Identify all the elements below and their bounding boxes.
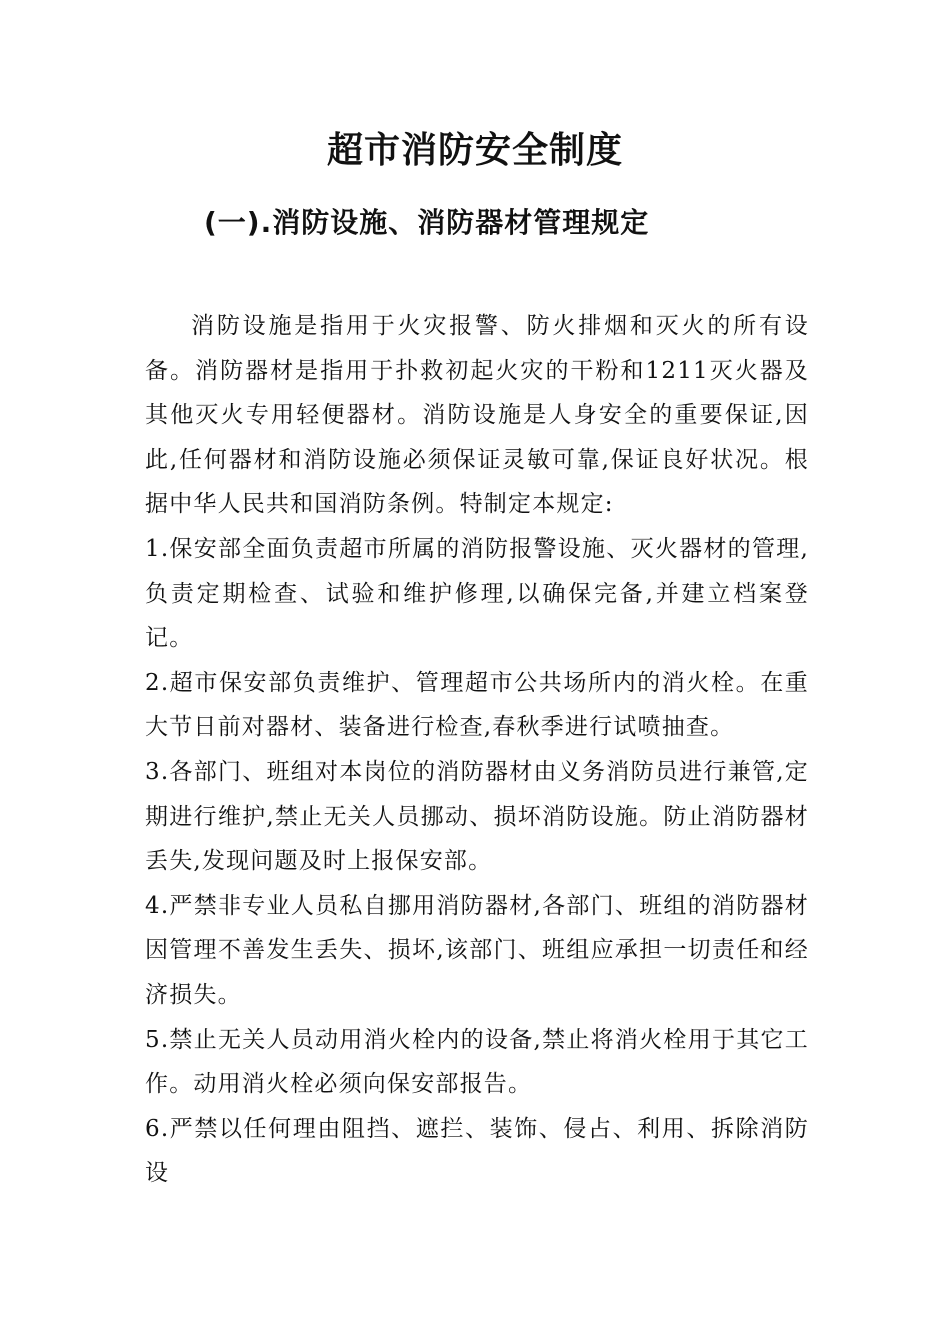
rule-item-5: 5.禁止无关人员动用消火栓内的设备,禁止将消火栓用于其它工作。动用消火栓必须向保安部报告。 [145,1026,809,1098]
intro-paragraph: 消防设施是指用于火灾报警、防火排烟和灭火的所有设备。消防器材是指用于扑救初起火灾的干粉和1211灭火器及其他灭火专用轻便器材。消防设施是人身安全的重要保证,因此,任何器材和消防设施必须保证灵敏可靠,保证良好状况。根据中华人民共和国消防条例。特制定本规定: [145,313,809,518]
document-body [145,304,809,1196]
section-title: (一).消防设施、消防器材管理规定 [204,206,650,239]
rule-item-6: 6.严禁以任何理由阻挡、遮拦、装饰、侵占、利用、拆除消防设 [145,1115,809,1187]
rule-item-3: 3.各部门、班组对本岗位的消防器材由义务消防员进行兼管,定期进行维护,禁止无关人员挪动、损坏消防设施。防止消防器材丢失,发现问题及时上报保安部。 [145,758,809,875]
rule-item-2: 2.超市保安部负责维护、管理超市公共场所内的消火栓。在重大节日前对器材、装备进行检查,春秋季进行试喷抽查。 [145,669,809,741]
rule-item-4: 4.严禁非专业人员私自挪用消防器材,各部门、班组的消防器材因管理不善发生丢失、损坏,该部门、班组应承担一切责任和经济损失。 [145,892,809,1008]
document-title: 超市消防安全制度 [326,130,623,171]
rule-item-1: 1.保安部全面负责超市所属的消防报警设施、灭火器材的管理,负责定期检查、试验和维护修理,以确保完备,并建立档案登记。 [145,535,809,652]
